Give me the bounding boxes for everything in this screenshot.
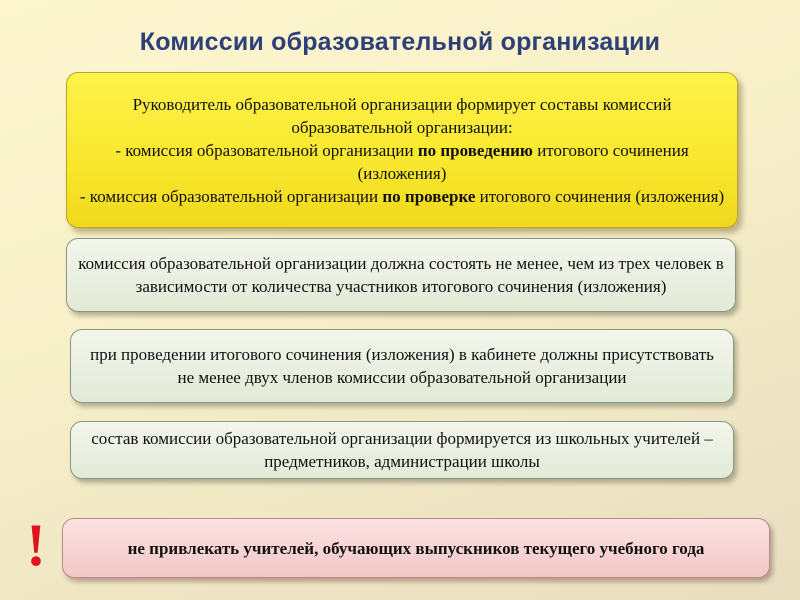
info-box-text: состав комиссии образовательной организации формируется из школьных учителей – предметников, администрации школы	[91, 429, 713, 471]
info-box-composition-size	[66, 238, 736, 312]
info-box-text: при проведении итогового сочинения (изложения) в кабинете должны присутствовать не менее двух членов комиссии образовательной организации	[90, 345, 714, 387]
item-prefix: - комиссия образовательной организации	[115, 140, 418, 160]
exclamation-icon: !	[26, 512, 46, 578]
warning-text: не привлекать учителей, обучающих выпускников текущего учебного года	[127, 538, 705, 558]
info-box-members	[70, 421, 734, 479]
commission-check-item	[77, 185, 727, 208]
warning-box	[62, 518, 770, 578]
responsibility-box	[66, 72, 738, 228]
info-box-presence	[70, 329, 734, 403]
item-prefix: - комиссия образовательной организации	[79, 186, 383, 206]
commission-conduct-item	[77, 139, 727, 185]
item-suffix: итогового сочинения (изложения)	[357, 140, 689, 183]
info-box-text: комиссия образовательной организации должна состоять не менее, чем из трех человек в зависимости от количества участников итогового сочинения (изложения)	[78, 254, 724, 296]
page-title: Комиссии образовательной организации	[139, 28, 661, 56]
item-emphasis: по проведению	[417, 140, 533, 160]
item-emphasis: по проверке	[382, 186, 476, 206]
responsibility-intro: Руководитель образовательной организации формирует составы комиссий образовательной организации:	[132, 94, 672, 137]
item-suffix: итогового сочинения (изложения)	[475, 186, 725, 206]
